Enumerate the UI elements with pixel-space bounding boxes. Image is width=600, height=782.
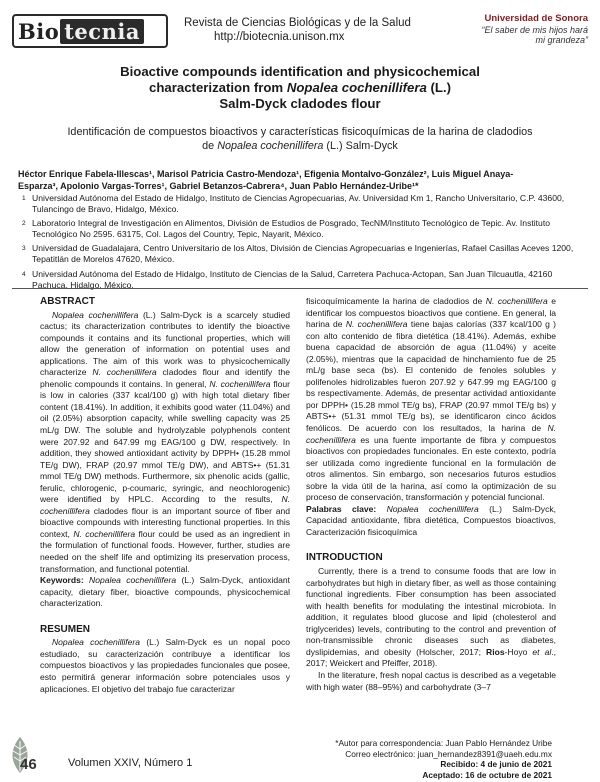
- page-number: 46: [20, 756, 37, 773]
- affiliation-item: [22, 193, 582, 215]
- journal-url[interactable]: http://biotecnia.unison.mx: [214, 31, 345, 43]
- es-title-line-1: Identificación de compuestos bioactivos y características fisicoquímicas de la harina de cladodios: [67, 126, 533, 138]
- logo-bio: Bio: [18, 18, 60, 44]
- affiliation-number: 1: [22, 195, 26, 202]
- abstract-text: (L.) Salm-Dyck is a scarcely studied cactus; its characterization contributes to identify the bioactive compounds it contains and its functional properties, which will allow the generation of information on potential uses and applications. The aim of this work was to physicochemically characterize: [40, 309, 290, 378]
- es-title-line-2: [40, 140, 560, 154]
- title-line-3: Salm-Dyck cladodes flour: [219, 95, 381, 111]
- university-motto-2: mi grandeza”: [535, 35, 588, 45]
- intro-text: ., 2017; Weickert and Pfeiffer, 2018).: [306, 646, 556, 669]
- species-name: Nopalea cochenillifera: [52, 637, 141, 648]
- abstract-text: flour could be used as an ingredient in the formulation of functional foods. However, further, studies are needed on the shelf life and optimizing its preservation process, transformation, and functional potential.: [40, 528, 290, 574]
- resumen-text: tiene bajas calorías (337 kcal/100 g ) con alto contenido de fibra dietética (18.41%). Además, exhibe buena capacidad de absorción de agua (11.04%) y aceite (2.05%), mientras que la capacidad de hinchamiento fue de 25 mL/g base seca (bs). El contenido de fenoles solubles y polifenoles hidrolizables fueron 207.92 y 647.99 mg EAG/100 g bs respectivamente. Además, de presentar actividad antioxidante por DPPH• (15.28 mmol TE/g bs), FRAP (20.97 mmol TE/g bs) y ABTS•+ (51.31 mmol TE/g bs), se identificaron cinco ácidos fenólicos. De acuerdo con los resultados, la harina de: [306, 319, 556, 434]
- affiliation-text: Universidad de Guadalajara, Centro Universitario de los Altos, División de Ciencias Agropecuarias e Ingenierías, Rafael Casillas Aceves 1200, Tepatitlán de Morelos 47620, México.: [32, 243, 574, 265]
- introduction-p2: In the literature, fresh nopal cactus is described as a vegetable with high water (88–95%) and carbohydrate (3–7: [306, 669, 556, 692]
- affiliation-item: [22, 243, 582, 265]
- affiliation-number: 4: [22, 270, 26, 278]
- spanish-title: [40, 126, 560, 153]
- keywords-label: Palabras clave:: [306, 503, 377, 514]
- affiliation-text: Universidad Autónoma del Estado de Hidalgo, Instituto de Ciencias Agropecuarias, Av. Universidad Km 1, Rancho Universitario, C.P. 43600, Tulancingo de Bravo, Hidalgo, México.: [32, 193, 565, 215]
- intro-text-bold: Rios: [486, 646, 505, 657]
- species-name: Nopalea cochenillifera: [376, 503, 479, 514]
- resumen-body-start: [40, 637, 290, 695]
- received-text: Recibido: 4 de junio de 2021: [440, 759, 552, 770]
- author-list: [18, 168, 584, 192]
- introduction-p1: [306, 566, 556, 670]
- resumen-text: e identificar los compuestos bioactivos que contiene. En general, la harina de: [306, 296, 557, 330]
- abstract-text: cladodes flour and identify the phenolic compounds it contains. In general,: [40, 367, 290, 389]
- title-line-1: Bioactive compounds identification and physicochemical: [120, 64, 480, 79]
- affiliations: [22, 193, 582, 294]
- affiliation-item: [22, 218, 582, 240]
- journal-logo: [12, 14, 168, 48]
- corresponding-author: *Autor para correspondencia: Juan Pablo Hernández Uribe: [335, 738, 552, 748]
- keywords-text: (L.) Salm-Dyck, Capacidad antioxidante, fibra dietética, Compuestos bioactivos, Caracterización fisicoquímica: [306, 503, 556, 537]
- resumen-body-cont: [306, 296, 556, 504]
- affiliation-text: Universidad Autónoma del Estado de Hidalgo, Instituto de Ciencias de la Salud, Carretera Pachuca-Actopan, San Juan Tilcuautla, 42160 Pachuca, Hidalgo, México.: [32, 268, 553, 290]
- species-name: N. cochenillifera: [73, 528, 136, 539]
- title-line-2-post: (L.): [426, 79, 451, 95]
- abstract-text: flour is low in calories (337 kcal/100 g) with high total dietary fiber content (18.41%). In addition, it exhibits good water (11.04%) and oil (2.05%) absorption capacity, while swelling capacity was 25 mL/g DW. The soluble and hydrolyzable polyphenols content were 207.92 and 647.99 mg EAG/100 g DW, respectively. In addition, they showed antioxidant activity by DPPH• (15.28 mmol TE/g DW), FRAP (20.97 mmol TE/g DW), and ABTS•+ (51.31 mmol TE/g DW) methods. Furthermore, six phenolic acids (gallic, ferulic, chlorogenic, p-coumaric, syringic, and neochlorogenic) were identified by HPLC. According to the results,: [40, 378, 290, 505]
- logo-tecnia: tecnia: [60, 19, 144, 44]
- species-name: Nopalea cochenillifera: [52, 309, 139, 320]
- abstract-body: [40, 310, 290, 576]
- abstract-text: cladodes flour is an important source of fiber and bioactive compounds with interesting functional properties. In this context,: [40, 505, 290, 539]
- received-date: [300, 759, 552, 770]
- es-title-pre: de: [202, 139, 218, 152]
- affiliation-text: Laboratorio Integral de Investigación en Alimentos, División de Estudios de Posgrado, TecNM/Instituto Tecnológico de Tepic. Av. Instituto Tecnológico No 2595. 63175, Col. Lagos del Country, Tepic, Nayarit, México.: [32, 218, 550, 240]
- resumen-text: es una fuente importante de fibra y compuestos bioactivos con propiedades funcionales. En este contexto, podría ser utilizada como ingrediente funcional en la formulación de otros alimentos. Sin embargo, son necesarios futuros estudios sobre la vida útil de la harina, así como la optimización de su proceso de conservación, transformación y potencial funcional.: [306, 434, 556, 503]
- right-column: [306, 296, 556, 693]
- species-name: N. cochenillifera: [40, 494, 290, 516]
- header-divider: [12, 288, 588, 289]
- introduction-heading: INTRODUCTION: [306, 552, 383, 564]
- title-species: Nopalea cochenillifera: [286, 79, 427, 95]
- species-name: N. cochenillifera: [345, 319, 408, 330]
- affiliation-number: 2: [22, 220, 26, 228]
- resumen-keywords: [306, 504, 556, 539]
- resumen-heading: RESUMEN: [40, 623, 91, 635]
- intro-text-italic: et al: [532, 646, 552, 657]
- journal-name: Revista de Ciencias Biológicas y de la Salud: [184, 17, 411, 29]
- species-name: Nopalea cochenillifera: [83, 575, 177, 586]
- authors-line-1: Héctor Enrique Fabela-Illescas¹, Marisol Patricia Castro-Mendoza¹, Efigenia Montalvo-González², Luis Miguel Anaya-: [18, 169, 514, 179]
- correspondence-block: [300, 738, 552, 780]
- university-name: Universidad de Sonora: [484, 13, 588, 24]
- volume-info: Volumen XXIV, Número 1: [68, 757, 193, 769]
- abstract-keywords: [40, 575, 290, 610]
- university-motto-1: “El saber de mis hijos hará: [481, 24, 588, 35]
- keywords-text: (L.) Salm-Dyck, antioxidant capacity, dietary fiber, bioactive compounds, physicochemical characterization.: [40, 575, 290, 609]
- resumen-text: fisicoquímicamente la harina de cladodios de: [306, 296, 486, 306]
- affiliation-number: 3: [22, 245, 26, 253]
- university-block: [448, 14, 588, 46]
- authors-line-2: Esparza³, Apolonio Vargas-Torres¹, Gabriel Betanzos-Cabrera⁴, Juan Pablo Hernández-Uribe¹*: [18, 181, 419, 191]
- keywords-label: Keywords:: [40, 575, 84, 586]
- left-column: [40, 296, 290, 695]
- species-name: N. cochenillifera: [92, 367, 157, 378]
- species-name: N. cochenillifera: [209, 378, 271, 389]
- abstract-heading: ABSTRACT: [40, 296, 95, 307]
- resumen-text: (L.) Salm-Dyck es un nopal poco estudiado, su caracterización contribuye a identificar los compuestos bioactivos y las propiedades funcionales que posee, esto permitirá generar información sobre potenciales usos y aplicaciones. El objetivo del trabajo fue caracterizar: [40, 637, 290, 694]
- es-title-species: Nopalea cochenillifera: [217, 139, 324, 152]
- species-name: N. cochenillifera: [306, 423, 556, 445]
- title-line-2-pre: characterization from: [149, 79, 287, 95]
- intro-text: Currently, there is a trend to consume foods that are low in carbohydrates but high in dietary fiber, as well as those containing functional ingredients. Fiber consumption has been associated with health benefits for modulating the intestinal microbiota. In addition, it regulates blood glucose and lipid (cholesterol and triglycerides) levels, contributing to the control and prevention of non-transmissible chronic diseases such as diabetes, dyslipidemias, and obesity (Holscher, 2017;: [306, 566, 556, 657]
- article-title: [0, 64, 600, 111]
- intro-text: -Hoyo: [504, 646, 533, 657]
- species-name: N. cochenillifera: [485, 296, 548, 306]
- journal-header: [184, 16, 411, 44]
- accepted-text: Aceptado: 16 de octubre de 2021: [422, 769, 552, 780]
- title-line-2: [0, 80, 600, 96]
- es-title-post: (L.) Salm-Dyck: [323, 139, 398, 152]
- accepted-date: [300, 770, 552, 781]
- author-email[interactable]: Correo electrónico: juan_hernandez8391@uaeh.edu.mx: [345, 748, 552, 759]
